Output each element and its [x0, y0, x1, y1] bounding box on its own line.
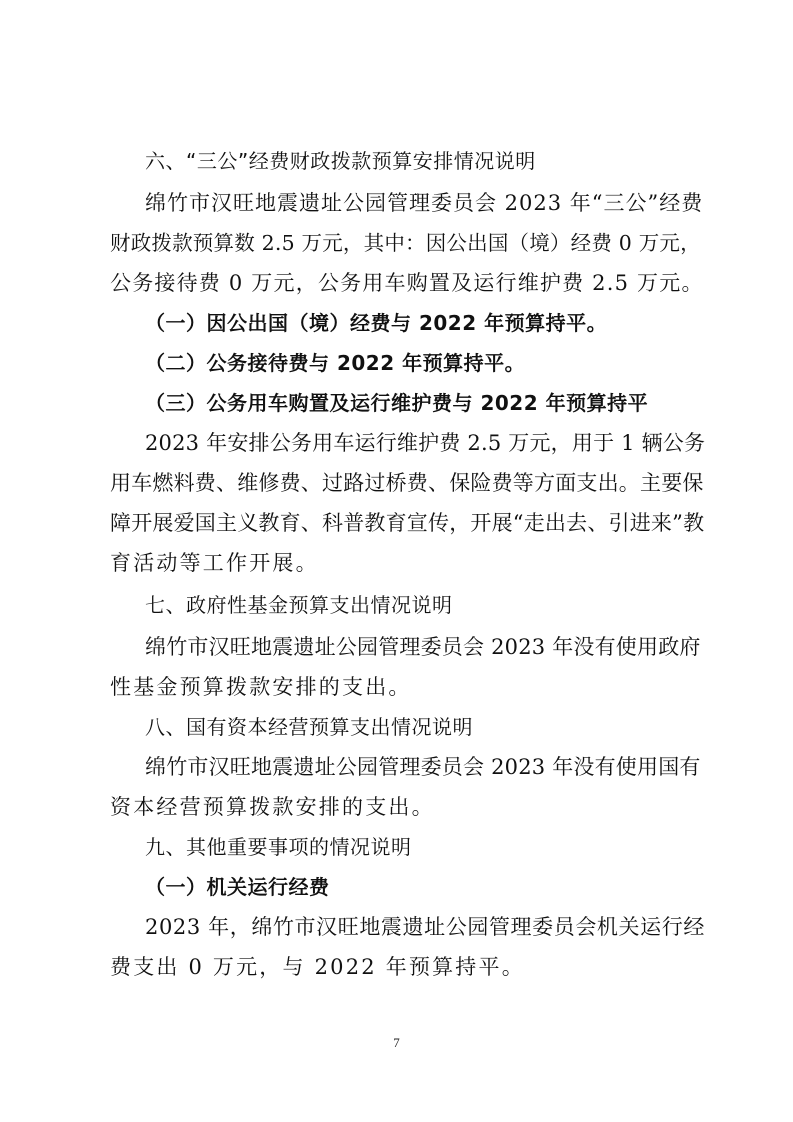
- paragraph-line: 2023 年，绵竹市汉旺地震遗址公园管理委员会机关运行经: [145, 915, 705, 939]
- subsection-heading: （二）公务接待费与 2022 年预算持平。: [145, 351, 526, 375]
- paragraph-line: 绵竹市汉旺地震遗址公园管理委员会 2023 年“三公”经费: [145, 191, 704, 215]
- subsection-heading: （三）公务用车购置及运行维护费与 2022 年预算持平: [145, 391, 649, 415]
- paragraph-line: 障开展爱国主义教育、科普教育宣传，开展“走出去、引进来”教: [110, 511, 705, 535]
- subsection-heading: （一）因公出国（境）经费与 2022 年预算持平。: [145, 311, 608, 335]
- section-heading-eight: 八、国有资本经营预算支出情况说明: [145, 715, 473, 739]
- paragraph-line: 用车燃料费、维修费、过路过桥费、保险费等方面支出。主要保: [110, 471, 704, 495]
- section-heading-seven: 七、政府性基金预算支出情况说明: [145, 593, 453, 617]
- paragraph-line: 资本经营预算拨款安排的支出。: [110, 795, 435, 819]
- subsection-heading: （一）机关运行经费: [145, 875, 330, 899]
- page-number: 7: [393, 1035, 400, 1050]
- paragraph-line: 2023 年安排公务用车运行维护费 2.5 万元，用于 1 辆公务: [145, 431, 706, 455]
- section-heading-nine: 九、其他重要事项的情况说明: [145, 835, 412, 859]
- paragraph-line: 财政拨款预算数 2.5 万元，其中：因公出国（境）经费 0 万元，: [110, 231, 701, 255]
- paragraph-line: 公务接待费 0 万元，公务用车购置及运行维护费 2.5 万元。: [110, 271, 704, 295]
- section-heading-six: 六、“三公”经费财政拨款预算安排情况说明: [145, 149, 536, 173]
- paragraph-line: 绵竹市汉旺地震遗址公园管理委员会 2023 年没有使用国有: [145, 755, 701, 779]
- paragraph-line: 费支出 0 万元，与 2022 年预算持平。: [110, 955, 525, 979]
- paragraph-line: 性基金预算拨款安排的支出。: [110, 675, 412, 699]
- paragraph-line: 绵竹市汉旺地震遗址公园管理委员会 2023 年没有使用政府: [145, 635, 701, 659]
- paragraph-line: 育活动等工作开展。: [110, 551, 319, 575]
